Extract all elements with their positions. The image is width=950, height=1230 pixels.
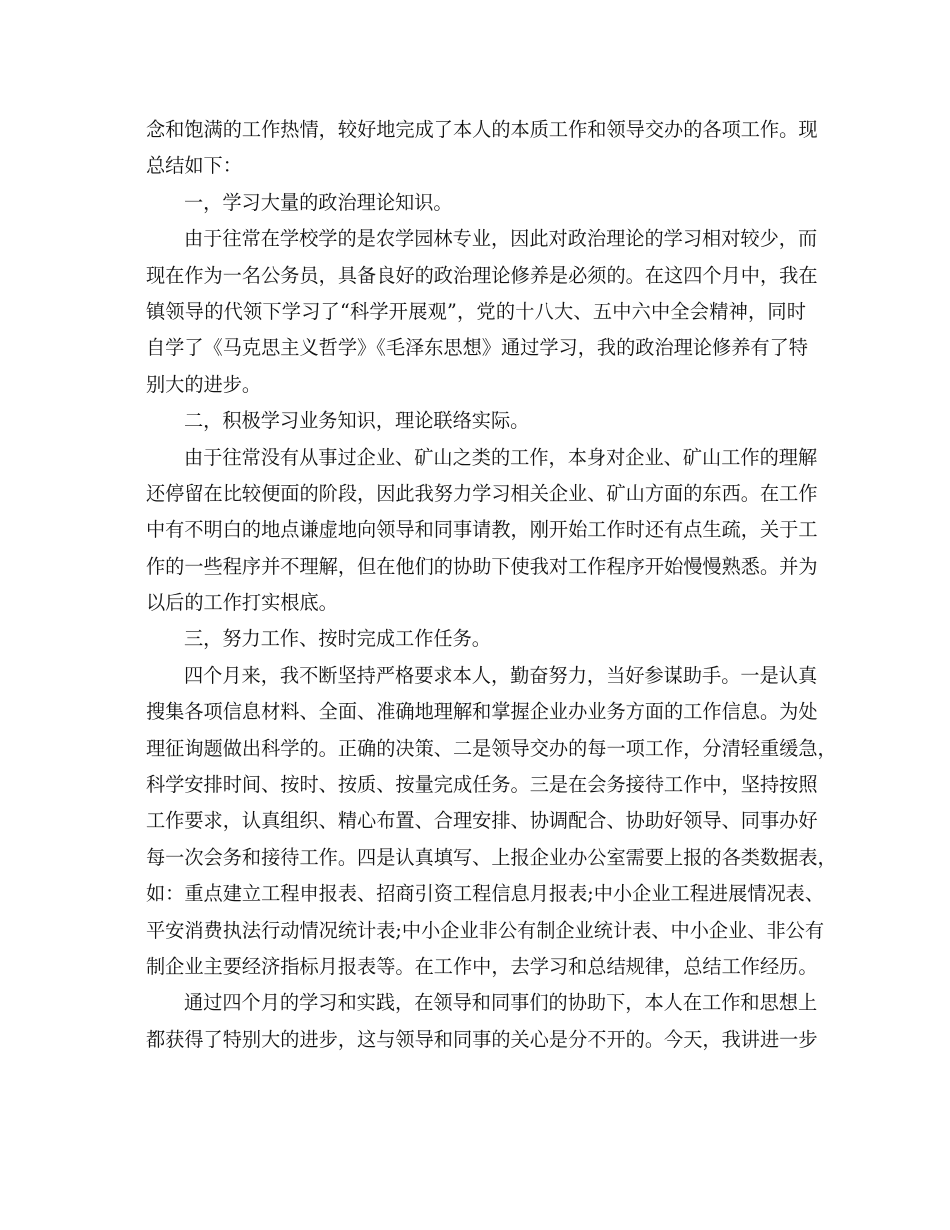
- text-line: 三，努力工作、按时完成工作任务。: [184, 627, 491, 651]
- text-line: 现在作为一名公务员，具备良好的政治理论修养是必须的。在这四个月中，我在: [146, 263, 818, 287]
- text-line: 制企业主要经济指标月报表等。在工作中，去学习和总结规律，总结工作经历。: [146, 954, 818, 978]
- text-line: 通过四个月的学习和实践，在领导和同事们的协助下，本人在工作和思想上: [184, 991, 818, 1015]
- text-line: 以后的工作打实根底。: [146, 591, 338, 615]
- document-body: [146, 112, 837, 1058]
- text-line: 别大的进步。: [146, 372, 262, 396]
- text-line: 中有不明白的地点谦虚地向领导和同事请教，刚开始工作时还有点生疏，关于工: [146, 518, 818, 542]
- text-line: 念和饱满的工作热情，较好地完成了本人的本质工作和领导交办的各项工作。现: [146, 118, 818, 141]
- text-line: 自学了《马克思主义哲学》《毛泽东思想》通过学习，我的政治理论修养有了特: [146, 336, 808, 360]
- text-line: 科学安排时间、按时、按质、按量完成任务。三是在会务接待工作中，坚持按照: [146, 773, 818, 797]
- text-line: 如：重点建立工程申报表、招商引资工程信息月报表;中小企业工程进展情况表、: [146, 882, 825, 906]
- text-line: 还停留在比较便面的阶段，因此我努力学习相关企业、矿山方面的东西。在工作: [146, 481, 818, 505]
- text-line: 搜集各项信息材料、全面、准确地理解和掌握企业办业务方面的工作信息。为处: [146, 700, 818, 724]
- text-line: 工作要求，认真组织、精心布置、合理安排、协调配合、协助好领导、同事办好: [146, 809, 818, 833]
- text-line: 总结如下：: [146, 154, 242, 178]
- text-line: 镇领导的代领下学习了“科学开展观”，党的十八大、五中六中全会精神，同时: [146, 299, 806, 323]
- text-line: 二，积极学习业务知识，理论联络实际。: [184, 409, 530, 433]
- text-line: 一，学习大量的政治理论知识。: [184, 190, 453, 214]
- text-line: 都获得了特别大的进步，这与领导和同事的关心是分不开的。今天，我讲进一步: [146, 1027, 818, 1051]
- text-line: 每一次会务和接待工作。四是认真填写、上报企业办公室需要上报的各类数据表，: [146, 845, 837, 869]
- text-line: 作的一些程序并不理解，但在他们的协助下使我对工作程序开始慢慢熟悉。并为: [146, 554, 818, 578]
- text-line: 四个月来，我不断坚持严格要求本人，勤奋努力，当好参谋助手。一是认真: [184, 663, 818, 687]
- text-line: 理征询题做出科学的。正确的决策、二是领导交办的每一项工作，分清轻重缓急，: [146, 736, 837, 760]
- text-line: 平安消费执法行动情况统计表;中小企业非公有制企业统计表、中小企业、非公有: [146, 918, 825, 942]
- text-line: 由于往常在学校学的是农学园林专业，因此对政治理论的学习相对较少，而: [184, 227, 818, 251]
- text-line: 由于往常没有从事过企业、矿山之类的工作，本身对企业、矿山工作的理解: [184, 445, 818, 469]
